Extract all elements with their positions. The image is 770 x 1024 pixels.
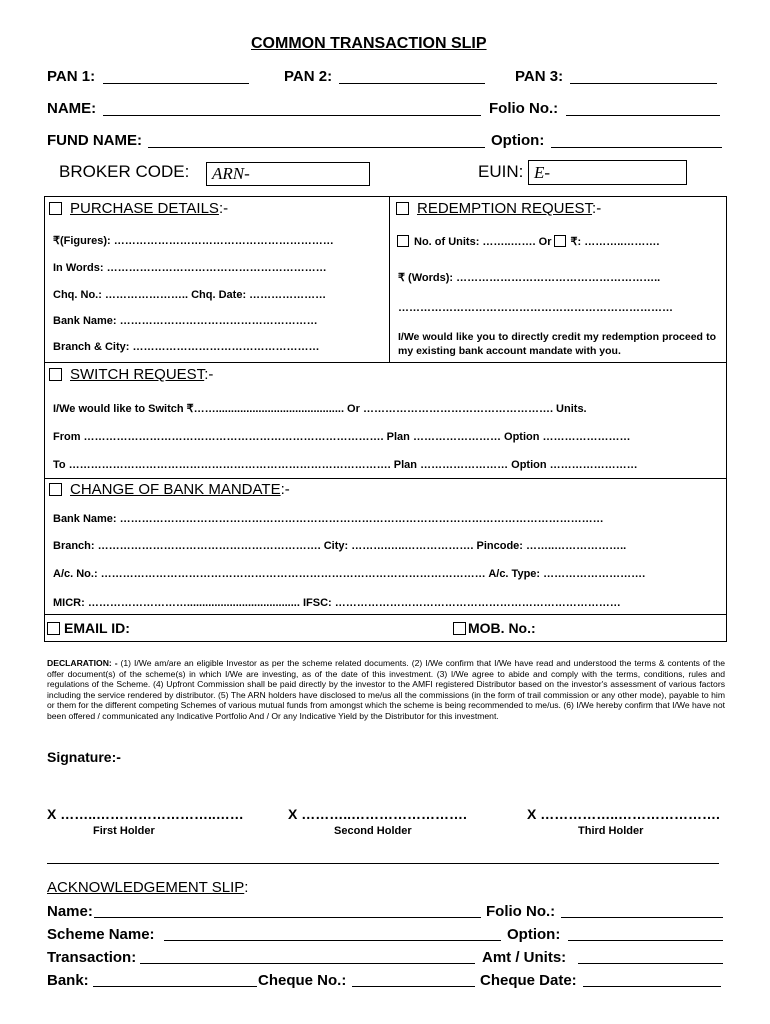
third-holder-label: Third Holder	[578, 825, 644, 837]
purchase-cheque[interactable]: Chq. No.: ………………….. Chq. Date: …………………	[53, 289, 327, 301]
folio-field[interactable]	[566, 115, 720, 116]
option-label: Option:	[491, 132, 545, 149]
ack-option-label: Option:	[507, 926, 561, 943]
switch-amount[interactable]: I/We would like to Switch ₹…….......................................... Or ……………………………………………. Units.	[53, 403, 587, 415]
ack-scheme-field[interactable]	[164, 940, 501, 941]
ack-name-label: Name:	[47, 903, 93, 920]
mandate-micr[interactable]: MICR: ………………………..................................... IFSC: ……………………………………………………………………	[53, 597, 621, 609]
mandate-bank-name[interactable]: Bank Name: ……………………………………………………………………………………………………………………	[53, 513, 604, 525]
ack-name-field[interactable]	[94, 917, 481, 918]
pan3-label: PAN 3:	[515, 68, 564, 85]
purchase-checkbox[interactable]	[49, 202, 62, 215]
purchase-heading: PURCHASE DETAILS:-	[49, 200, 228, 217]
euin-value: E-	[534, 163, 551, 182]
purchase-figures[interactable]: ₹(Figures): ……………………………………………………	[53, 235, 334, 247]
amount-checkbox[interactable]	[554, 235, 566, 247]
euin-box[interactable]	[528, 160, 687, 185]
redemption-amount[interactable]: ₹: ………..……….	[570, 236, 660, 248]
second-holder-signature[interactable]: X ………..…………………….	[288, 806, 467, 822]
option-field[interactable]	[551, 147, 722, 148]
third-holder-signature[interactable]: X ……………..………………….	[527, 806, 720, 822]
switch-from[interactable]: From ………………………………………………………………………. Plan …………………… Option ……………………	[53, 431, 631, 443]
ack-folio-label: Folio No.:	[486, 903, 556, 920]
ack-bank-field[interactable]	[93, 986, 257, 987]
mandate-account[interactable]: A/c. No.: …………………………………………………………………………………………… A/c. Type: ……………………….	[53, 568, 646, 580]
redemption-units[interactable]: No. of Units: ……..……. Or	[414, 236, 552, 248]
folio-label: Folio No.:	[489, 100, 559, 117]
pan1-label: PAN 1:	[47, 68, 96, 85]
pan3-field[interactable]	[570, 83, 717, 84]
first-holder-label: First Holder	[93, 825, 155, 837]
redemption-dots[interactable]: …………………………………………………………………	[398, 302, 673, 314]
redemption-note: I/We would like you to directly credit my redemption proceed to my existing bank account mandate with you.	[398, 331, 716, 357]
ack-scheme-label: Scheme Name:	[47, 926, 155, 943]
ack-transaction-label: Transaction:	[47, 949, 137, 966]
broker-code-label: BROKER CODE:	[59, 162, 190, 181]
email-row	[47, 620, 130, 636]
purchase-branch[interactable]: Branch & City: ……………………………………………	[53, 341, 320, 353]
mandate-branch[interactable]: Branch: ……………………………………………………. City: ……….…..………………. Pincode: ……..………………..	[53, 540, 627, 552]
redemption-heading: REDEMPTION REQUEST:-	[396, 200, 601, 217]
switch-checkbox[interactable]	[49, 368, 62, 381]
first-holder-signature[interactable]: X ……..……………………..……	[47, 806, 244, 822]
pan1-field[interactable]	[103, 83, 249, 84]
ack-cheque-no-field[interactable]	[352, 986, 475, 987]
mobile-row	[453, 620, 536, 636]
broker-code-value: ARN-	[212, 164, 250, 183]
redemption-checkbox[interactable]	[396, 202, 409, 215]
ack-cheque-date-label: Cheque Date:	[480, 972, 577, 989]
page-title: COMMON TRANSACTION SLIP	[251, 35, 487, 52]
declaration-text: (1) I/We am/are an eligible Investor as per the scheme related documents. (2) I/We confirm that I/We have read and understood the terms & contents of the offer document(s) of the scheme(s) in which I/We are investing, as of the date of this investment. (3) I/We agree to abide and comply with the terms, conditions, rules and regulations of the Scheme. (4) Upfront Commission shall be paid directly by the investor to the AMFI registered Distributor based on the investor's assessment of various factors including the service rendered by distributor. (5) The ARN holders have disclosed to me/us all the commissions (in the form of trail commission or any other mode), payable to him or them for the different competing Schemes of various mutual funds from amongst which the scheme is being recommended to me/us. (6) I/We hereby confirm that I/We have not been offered / communicated any Indicative Portfolio And / Or any Indicative Yield by the Distributor for this investment.	[47, 658, 725, 721]
mobile-label: MOB. No.:	[468, 620, 536, 636]
ack-option-field[interactable]	[568, 940, 723, 941]
pan2-label: PAN 2:	[284, 68, 333, 85]
ack-heading: ACKNOWLEDGEMENT SLIP:	[47, 879, 249, 896]
fund-name-field[interactable]	[148, 147, 485, 148]
bank-mandate-checkbox[interactable]	[49, 483, 62, 496]
email-label: EMAIL ID:	[64, 620, 130, 636]
mobile-checkbox[interactable]	[453, 622, 466, 635]
euin-label: EUIN:	[478, 162, 524, 181]
bank-mandate-heading: CHANGE OF BANK MANDATE:-	[49, 481, 290, 498]
ack-amount-field[interactable]	[578, 963, 723, 964]
declaration	[47, 658, 725, 722]
cut-line	[47, 863, 719, 864]
broker-code-box[interactable]	[206, 162, 370, 186]
second-holder-label: Second Holder	[334, 825, 412, 837]
ack-amount-label: Amt / Units:	[482, 949, 567, 966]
switch-heading: SWITCH REQUEST:-	[49, 366, 213, 383]
fund-name-label: FUND NAME:	[47, 132, 142, 149]
signature-label: Signature:-	[47, 749, 121, 765]
section-divider	[44, 614, 726, 615]
name-field[interactable]	[103, 115, 481, 116]
email-checkbox[interactable]	[47, 622, 60, 635]
switch-to[interactable]: To ……………………………………………………………………………. Plan …………………… Option ……………………	[53, 459, 638, 471]
ack-cheque-date-field[interactable]	[583, 986, 721, 987]
ack-transaction-field[interactable]	[140, 963, 475, 964]
ack-folio-field[interactable]	[561, 917, 723, 918]
section-divider	[44, 478, 726, 479]
ack-cheque-no-label: Cheque No.:	[258, 972, 347, 989]
ack-bank-label: Bank:	[47, 972, 89, 989]
units-checkbox[interactable]	[397, 235, 409, 247]
redemption-words[interactable]: ₹ (Words): ………………………………………………..	[398, 272, 661, 284]
pan2-field[interactable]	[339, 83, 485, 84]
purchase-words[interactable]: In Words: ……………………………………………………	[53, 262, 327, 274]
declaration-label: DECLARATION: -	[47, 658, 118, 668]
section-divider	[389, 196, 390, 362]
purchase-bank[interactable]: Bank Name: ………………………………………………	[53, 315, 318, 327]
name-label: NAME:	[47, 100, 97, 117]
redemption-units-row	[397, 235, 659, 248]
section-divider	[44, 362, 726, 363]
